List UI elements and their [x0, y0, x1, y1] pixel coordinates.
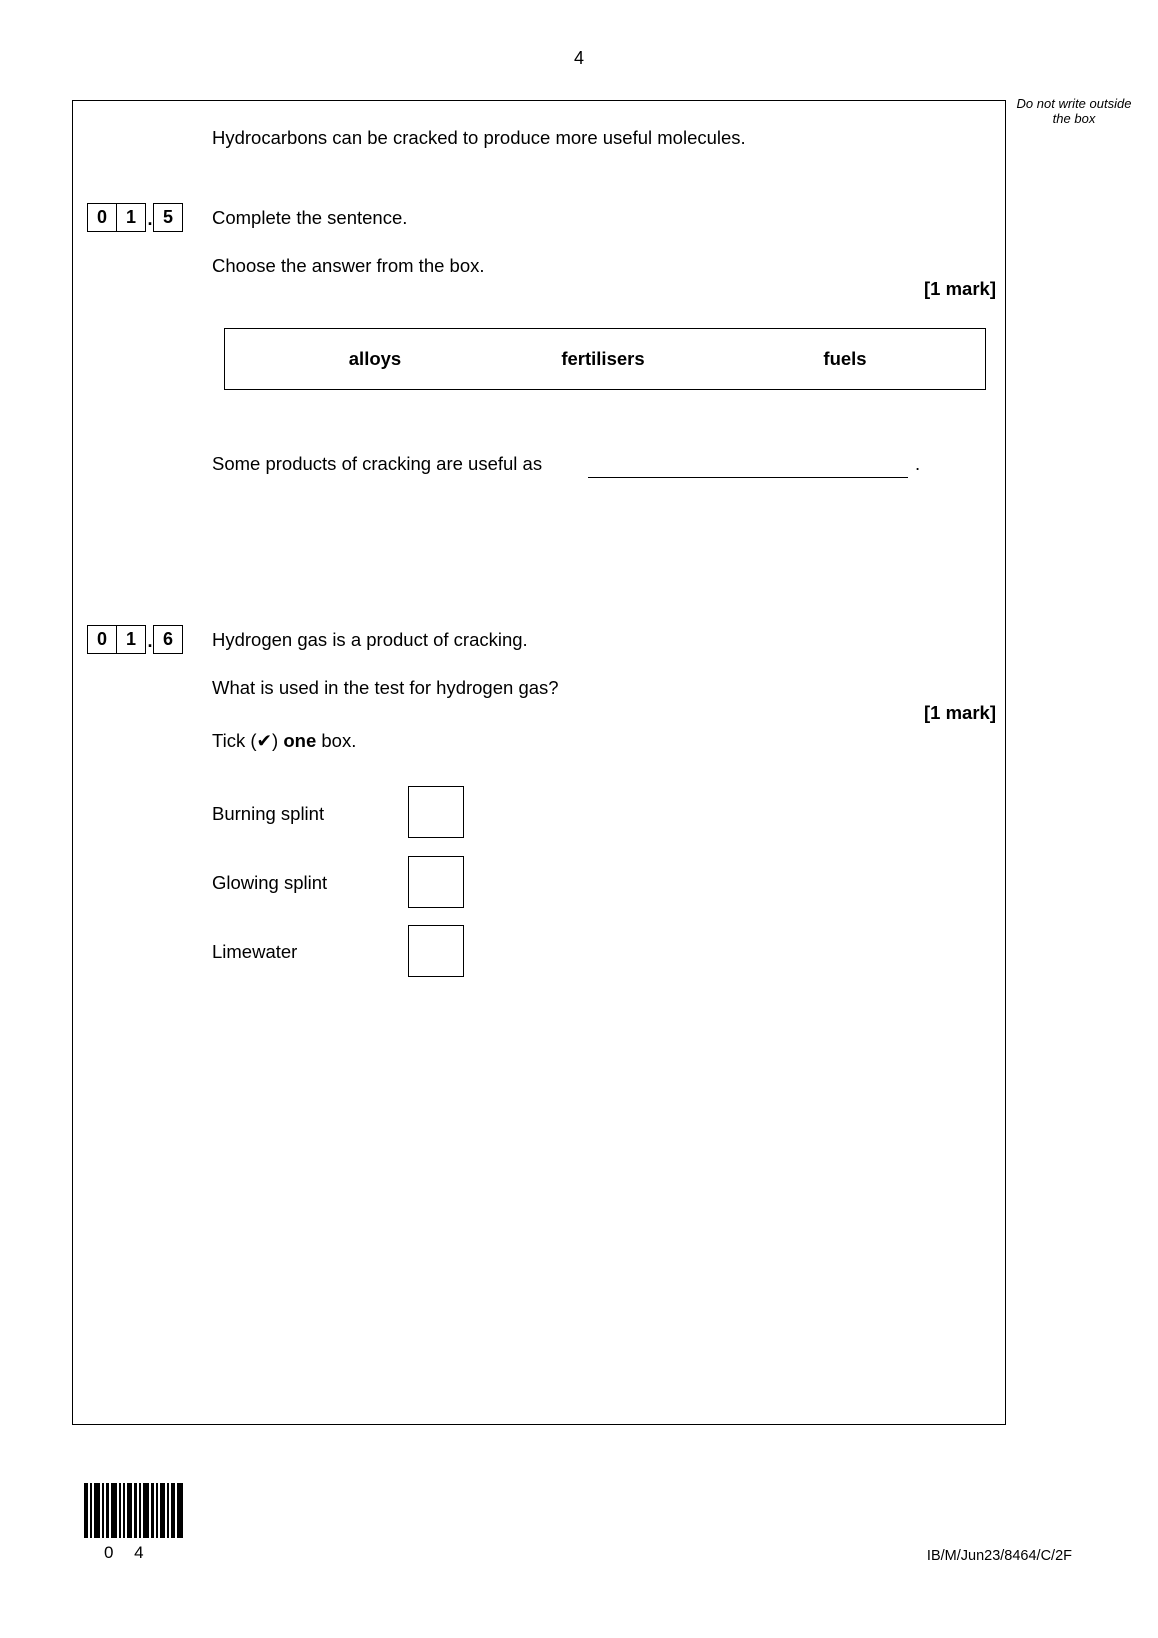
- q2-prompt-2: What is used in the test for hydrogen gas?: [212, 677, 559, 698]
- tick-instruction-mid: ): [272, 730, 284, 751]
- footer-code: IB/M/Jun23/8464/C/2F: [926, 1548, 1072, 1564]
- option-label-glowing-splint: Glowing splint: [212, 872, 328, 893]
- q2-prompt-1: Hydrogen gas is a product of cracking.: [212, 629, 528, 650]
- word-option-fuels: fuels: [823, 348, 867, 369]
- q1-prompt-1: Complete the sentence.: [212, 207, 408, 228]
- option-label-burning-splint: Burning splint: [212, 803, 325, 824]
- q1-prompt-2: Choose the answer from the box.: [212, 255, 485, 276]
- question-number-01-5: [88, 203, 183, 232]
- tick-instruction-post: box.: [316, 730, 357, 751]
- tick-box-limewater[interactable]: [408, 925, 464, 977]
- tick-instruction-pre: Tick (: [212, 730, 257, 751]
- question-number-01-6: [88, 625, 183, 654]
- page-number: 4: [573, 48, 584, 68]
- tick-box-glowing-splint[interactable]: [408, 856, 464, 908]
- barcode-digits: 0 4: [104, 1543, 152, 1562]
- tick-instruction-bold: one: [283, 730, 317, 751]
- margin-note: Do not write outside the box: [1016, 96, 1132, 126]
- word-choice-box: [224, 328, 986, 390]
- q2-tick-instruction: [212, 729, 356, 753]
- word-option-fertilisers: fertilisers: [561, 348, 645, 369]
- q2-mark: [1 mark]: [924, 702, 996, 723]
- q1-mark: [1 mark]: [924, 278, 996, 299]
- qnum-digit: 5: [153, 203, 183, 232]
- qnum-dot: .: [147, 209, 153, 229]
- tick-check-icon: ✔: [256, 730, 273, 751]
- q1-sentence-start: Some products of cracking are useful as: [212, 453, 543, 474]
- qnum-digit: 1: [116, 203, 146, 232]
- q1-answer-line[interactable]: [588, 477, 908, 478]
- qnum-digit: 1: [116, 625, 146, 654]
- qnum-digit: 6: [153, 625, 183, 654]
- word-option-alloys: alloys: [348, 348, 402, 369]
- q1-sentence-end: .: [915, 453, 921, 474]
- intro-text: Hydrocarbons can be cracked to produce more useful molecules.: [212, 127, 746, 148]
- barcode: [84, 1483, 192, 1538]
- qnum-dot: .: [147, 631, 153, 651]
- qnum-digit: 0: [87, 625, 117, 654]
- tick-box-burning-splint[interactable]: [408, 786, 464, 838]
- option-label-limewater: Limewater: [212, 941, 298, 962]
- qnum-digit: 0: [87, 203, 117, 232]
